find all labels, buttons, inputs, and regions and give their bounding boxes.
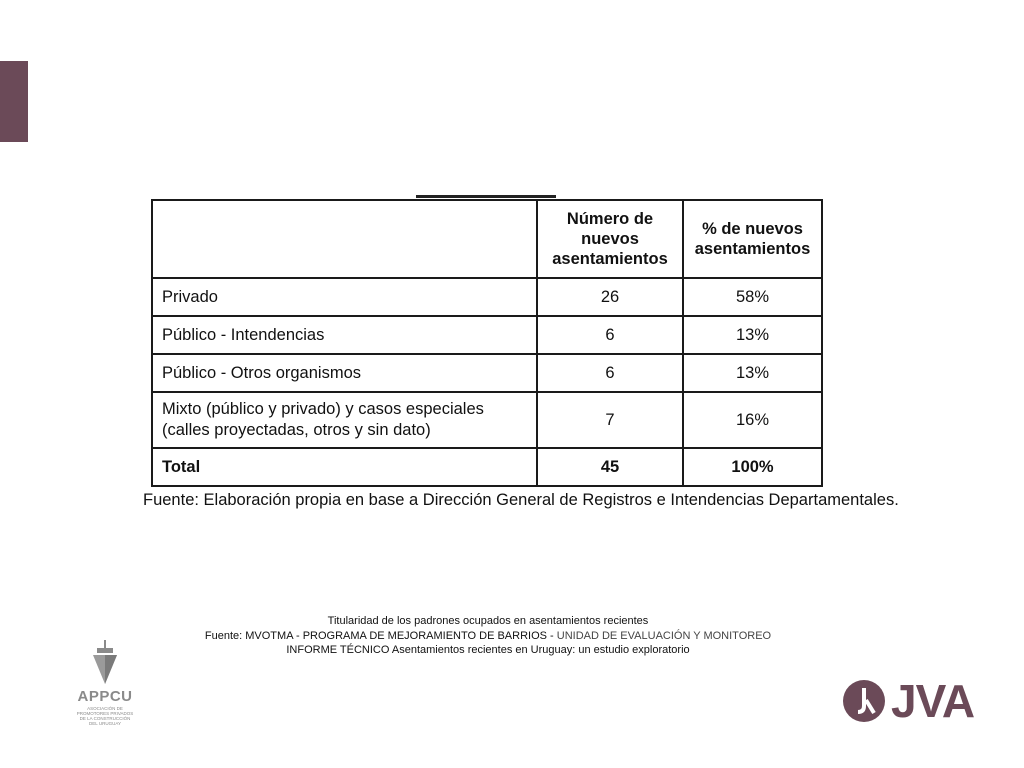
table-row — [152, 316, 822, 354]
row-count: 6 — [537, 316, 683, 354]
row-count: 7 — [537, 392, 683, 448]
row-percent: 13% — [683, 316, 822, 354]
jva-logo — [843, 675, 975, 727]
header-count — [537, 200, 683, 278]
row-label-line2: (calles proyectadas, otros y sin dato) — [162, 421, 431, 439]
table-container — [151, 199, 823, 487]
header-empty — [152, 200, 537, 278]
caption-source-unit: UNIDAD DE EVALUACIÓN Y MONITOREO — [556, 629, 772, 642]
row-label: Privado — [152, 278, 537, 316]
row-count: 26 — [537, 278, 683, 316]
appcu-subtitle: ASOCIACIÓN DE PROMOTORES PRIVADOS DE LA CONSTRUCCIÓN DEL URUGUAY — [76, 706, 134, 726]
total-count: 45 — [537, 448, 683, 486]
accent-bar — [0, 61, 28, 142]
caption-report: INFORME TÉCNICO Asentamientos recientes en Uruguay: un estudio exploratorio — [286, 644, 690, 656]
row-count: 6 — [537, 354, 683, 392]
header-percent-text: % de nuevos asentamientos — [694, 220, 811, 258]
row-percent: 16% — [683, 392, 822, 448]
row-percent: 13% — [683, 354, 822, 392]
table-row — [152, 354, 822, 392]
table-row — [152, 392, 822, 448]
table-header-row — [152, 200, 822, 278]
caption-source-main: Fuente: MVOTMA - PROGRAMA DE MEJORAMIENTO DE BARRIOS - — [204, 629, 557, 642]
total-percent: 100% — [683, 448, 822, 486]
header-count-text: Número de nuevos asentamientos — [552, 210, 668, 268]
appcu-name: APPCU — [77, 688, 133, 705]
table-top-mark — [416, 195, 556, 198]
appcu-logo — [70, 640, 140, 726]
table-total-row — [152, 448, 822, 486]
settlements-table — [151, 199, 823, 487]
header-percent — [683, 200, 822, 278]
table-source-note: Fuente: Elaboración propia en base a Dirección General de Registros e Intendencias Departamentales. — [143, 491, 899, 509]
row-label: Público - Intendencias — [152, 316, 537, 354]
jva-emblem-icon — [843, 680, 885, 722]
row-label: Público - Otros organismos — [152, 354, 537, 392]
total-label: Total — [152, 448, 537, 486]
plumb-bob-icon — [90, 640, 120, 686]
row-percent: 58% — [683, 278, 822, 316]
jva-wordmark: JVA — [891, 675, 975, 727]
caption-source — [150, 629, 826, 644]
row-label — [152, 392, 537, 448]
row-label-line1: Mixto (público y privado) y casos especiales — [162, 400, 484, 418]
jva-emblem-glyph-icon — [843, 680, 885, 722]
slide-caption — [150, 614, 826, 658]
caption-title: Titularidad de los padrones ocupados en asentamientos recientes — [327, 615, 649, 627]
table-row — [152, 278, 822, 316]
